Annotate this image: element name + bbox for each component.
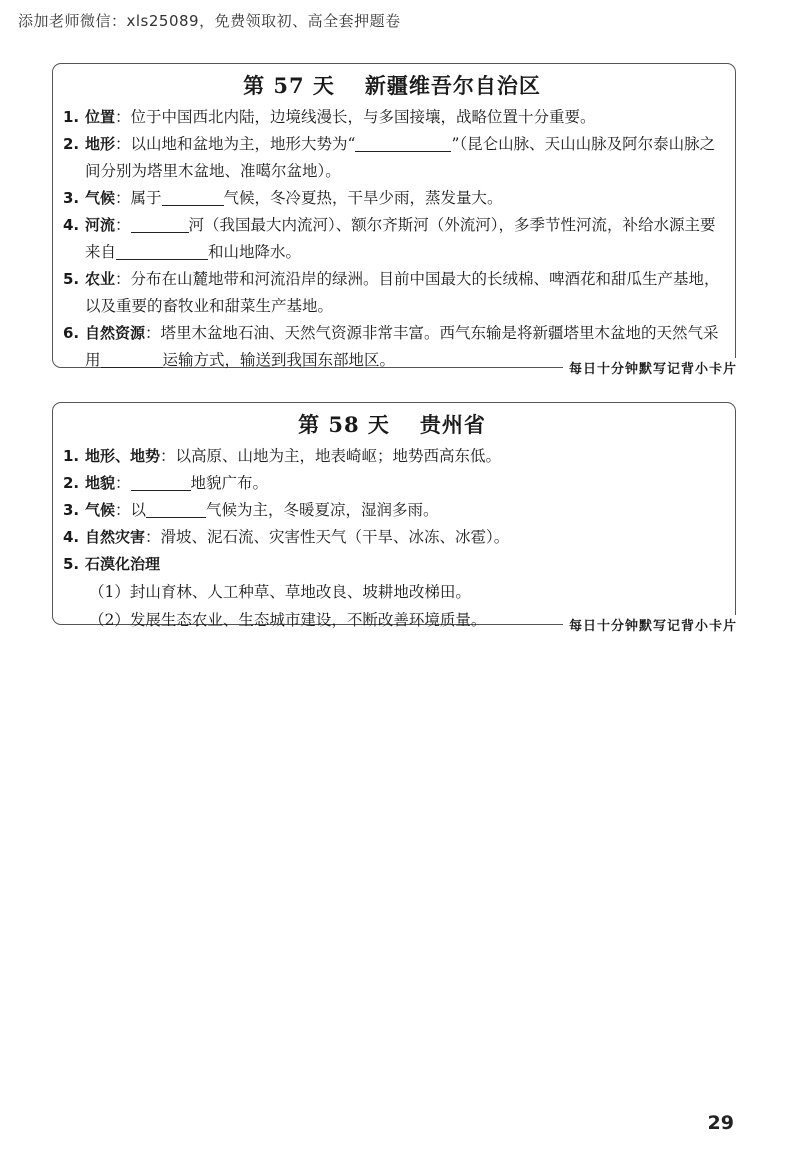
- list-item: 2. 地形：以山地和盆地为主，地形大势为“ ”（昆仑山脉、天山山脉及阿尔泰山脉之间分别为塔里木盆地、准噶尔盆地）。: [63, 135, 716, 180]
- watermark-text: 添加老师微信：xls25089，免费领取初、高全套押题卷: [18, 12, 401, 30]
- list-item: 4. 自然灾害：滑坡、泥石流、灾害性天气（干旱、冰冻、冰雹）。: [63, 528, 510, 546]
- card-footer: 每日十分钟默写记背小卡片: [563, 358, 737, 377]
- list-item: 3. 气候：以 气候为主，冬暖夏凉，湿润多雨。: [63, 501, 439, 519]
- fill-blank[interactable]: [162, 187, 224, 206]
- list-item: 5. 石漠化治理: [63, 555, 161, 573]
- day-label: 第 58 天: [298, 412, 390, 437]
- card-day-58: [52, 402, 737, 634]
- sub-item: （2）发展生态农业、生态城市建设，不断改善环境质量。: [89, 611, 487, 629]
- list-item: 1. 位置：位于中国西北内陆，边境线漫长，与多国接壤，战略位置十分重要。: [63, 108, 596, 126]
- page-number: 29: [707, 1112, 734, 1134]
- fill-blank[interactable]: [131, 472, 191, 491]
- list-item: 5. 农业：分布在山麓地带和河流沿岸的绿洲。目前中国最大的长绒棉、啤酒花和甜瓜生产基地，以及重要的畜牧业和甜菜生产基地。: [63, 270, 720, 315]
- fill-blank[interactable]: [101, 349, 163, 368]
- list-item: 2. 地貌： 地貌广布。: [63, 474, 269, 492]
- list-item: 6. 自然资源：塔里木盆地石油、天然气资源非常丰富。西气东输是将新疆塔里木盆地的天然气采用 运输方式，输送到我国东部地区。: [63, 324, 719, 369]
- card-footer: 每日十分钟默写记背小卡片: [563, 615, 737, 634]
- fill-blank[interactable]: [355, 133, 451, 152]
- card-title: [63, 72, 721, 100]
- sub-item: （1）封山育林、人工种草、草地改良、坡耕地改梯田。: [89, 583, 471, 601]
- list-item: 4. 河流： 河（我国最大内流河）、额尔齐斯河（外流河），多季节性河流，补给水源主要来自 和山地降水。: [63, 216, 716, 261]
- region-name: 贵州省: [419, 412, 486, 437]
- day-label: 第 57 天: [243, 73, 335, 98]
- card-title: [63, 411, 721, 439]
- region-name: 新疆维吾尔自治区: [364, 73, 541, 98]
- fill-blank[interactable]: [146, 499, 206, 518]
- list-item: 3. 气候：属于 气候，冬冷夏热，干旱少雨，蒸发量大。: [63, 189, 503, 207]
- fill-blank[interactable]: [116, 241, 208, 260]
- card-day-57: [52, 63, 737, 377]
- fill-blank[interactable]: [131, 214, 189, 233]
- list-item: 1. 地形、地势：以高原、山地为主，地表崎岖；地势西高东低。: [63, 447, 502, 465]
